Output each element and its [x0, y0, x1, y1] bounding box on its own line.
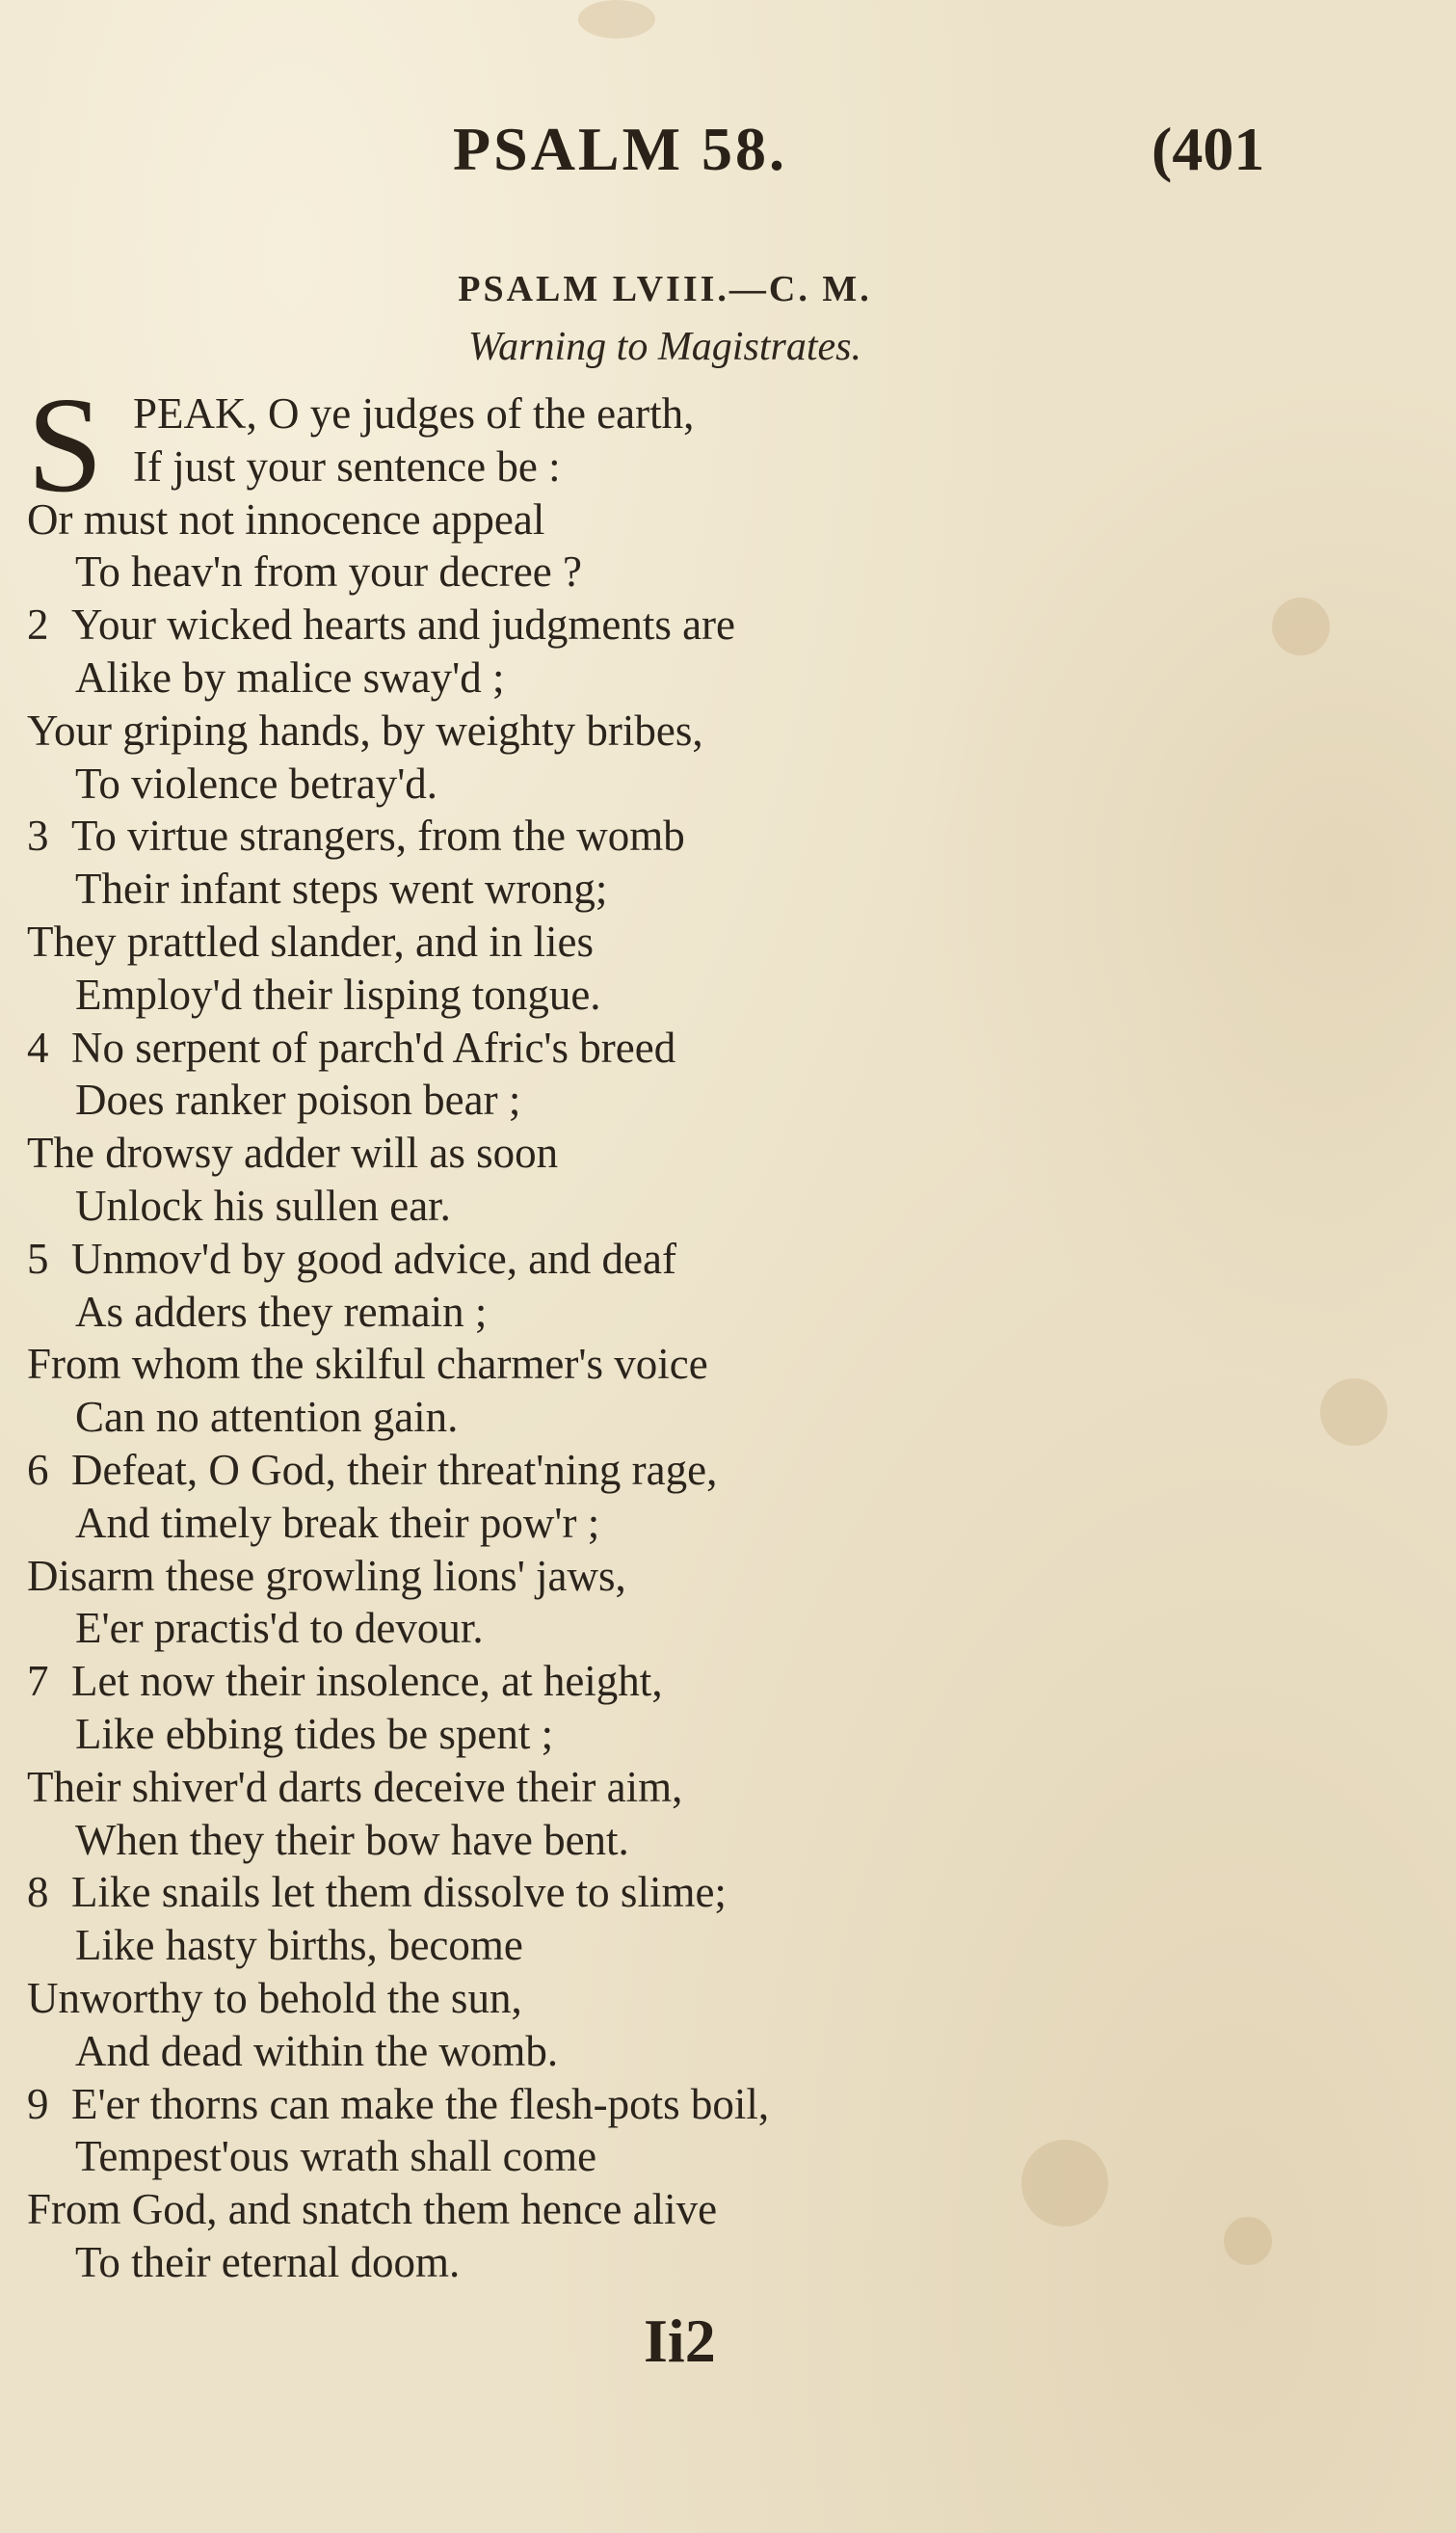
foxing-stain	[1021, 2140, 1108, 2226]
verse-line: PEAK, O ye judges of the earth,	[133, 389, 695, 438]
verse-line: Alike by malice sway'd ;	[75, 653, 505, 702]
drop-cap: S	[27, 368, 103, 520]
verse-line-text: Like snails let them dissolve to slime;	[71, 1868, 727, 1917]
verse-number: 8	[27, 1868, 49, 1917]
verse-line: E'er practis'd to devour.	[75, 1604, 484, 1653]
verse-line: To violence betray'd.	[75, 759, 438, 808]
verse-number: 3	[27, 812, 49, 861]
foxing-stain	[1272, 598, 1330, 655]
verse-line: Can no attention gain.	[75, 1393, 459, 1442]
verse-line: Like hasty births, become	[75, 1921, 523, 1970]
verse-number: 9	[27, 2079, 49, 2128]
verse-line: Or must not innocence appeal	[27, 494, 545, 544]
verse-line-text: Let now their insolence, at height,	[71, 1657, 663, 1706]
verse-line: Like ebbing tides be spent ;	[75, 1710, 554, 1758]
page-number: (401	[1152, 115, 1265, 183]
foxing-stain	[1224, 2217, 1272, 2265]
verse-number: 7	[27, 1657, 49, 1706]
verse-line-text: Defeat, O God, their threat'ning rage,	[71, 1446, 718, 1494]
verse-line: From whom the skilful charmer's voice	[27, 1340, 708, 1389]
verse-line: To heav'n from your decree ?	[75, 547, 582, 597]
verse-line: And timely break their pow'r ;	[75, 1498, 600, 1547]
psalm-subtitle: Warning to Magistrates.	[468, 325, 861, 369]
foxing-stain	[1320, 1378, 1388, 1446]
foxing-stain	[578, 0, 655, 39]
verse-line	[27, 1444, 717, 1496]
verse-line: Tempest'ous wrath shall come	[75, 2132, 597, 2181]
verse-line: And dead within the womb.	[75, 2026, 559, 2075]
verse-line	[27, 810, 685, 862]
verse-number: 2	[27, 600, 49, 650]
verse-line-text: Your wicked hearts and judgments are	[71, 600, 736, 650]
verse-number: 4	[27, 1023, 49, 1072]
verse-line	[27, 1655, 663, 1707]
verse-line-text: E'er thorns can make the flesh-pots boil,	[71, 2079, 770, 2128]
verse-line: To their eternal doom.	[75, 2238, 461, 2286]
verse-line: Your griping hands, by weighty bribes,	[27, 706, 703, 755]
verse-line: Unworthy to behold the sun,	[27, 1974, 522, 2022]
running-head: PSALM 58.	[453, 115, 787, 183]
verse-line	[27, 1866, 727, 1918]
verse-line: Their infant steps went wrong;	[75, 865, 608, 914]
verse-line: They prattled slander, and in lies	[27, 918, 595, 966]
psalm-heading: PSALM LVIII.—C. M.	[458, 269, 872, 309]
verse-line	[27, 1022, 675, 1074]
verse-line-text: To virtue strangers, from the womb	[71, 812, 685, 861]
verse-line	[27, 1233, 676, 1285]
verse-line-text: Unmov'd by good advice, and deaf	[71, 1234, 676, 1283]
verse-line: Unlock his sullen ear.	[75, 1182, 451, 1230]
verse-line: If just your sentence be :	[133, 441, 561, 491]
verse-line: As adders they remain ;	[75, 1287, 488, 1336]
verse-line: Their shiver'd darts deceive their aim,	[27, 1762, 683, 1811]
verse-line: The drowsy adder will as soon	[27, 1129, 559, 1178]
verse-line-text: No serpent of parch'd Afric's breed	[71, 1023, 676, 1072]
verse-line	[27, 599, 735, 651]
signature-mark: Ii2	[644, 2306, 716, 2375]
verse-line: From God, and snatch them hence alive	[27, 2185, 718, 2234]
verse-number: 5	[27, 1234, 49, 1283]
verse-line: Employ'd their lisping tongue.	[75, 970, 601, 1019]
verse-line: Disarm these growling lions' jaws,	[27, 1551, 626, 1600]
verse-number: 6	[27, 1446, 49, 1494]
verse-line	[27, 2078, 769, 2130]
verse-line: Does ranker poison bear ;	[75, 1076, 521, 1125]
verse-line: When they their bow have bent.	[75, 1815, 629, 1864]
